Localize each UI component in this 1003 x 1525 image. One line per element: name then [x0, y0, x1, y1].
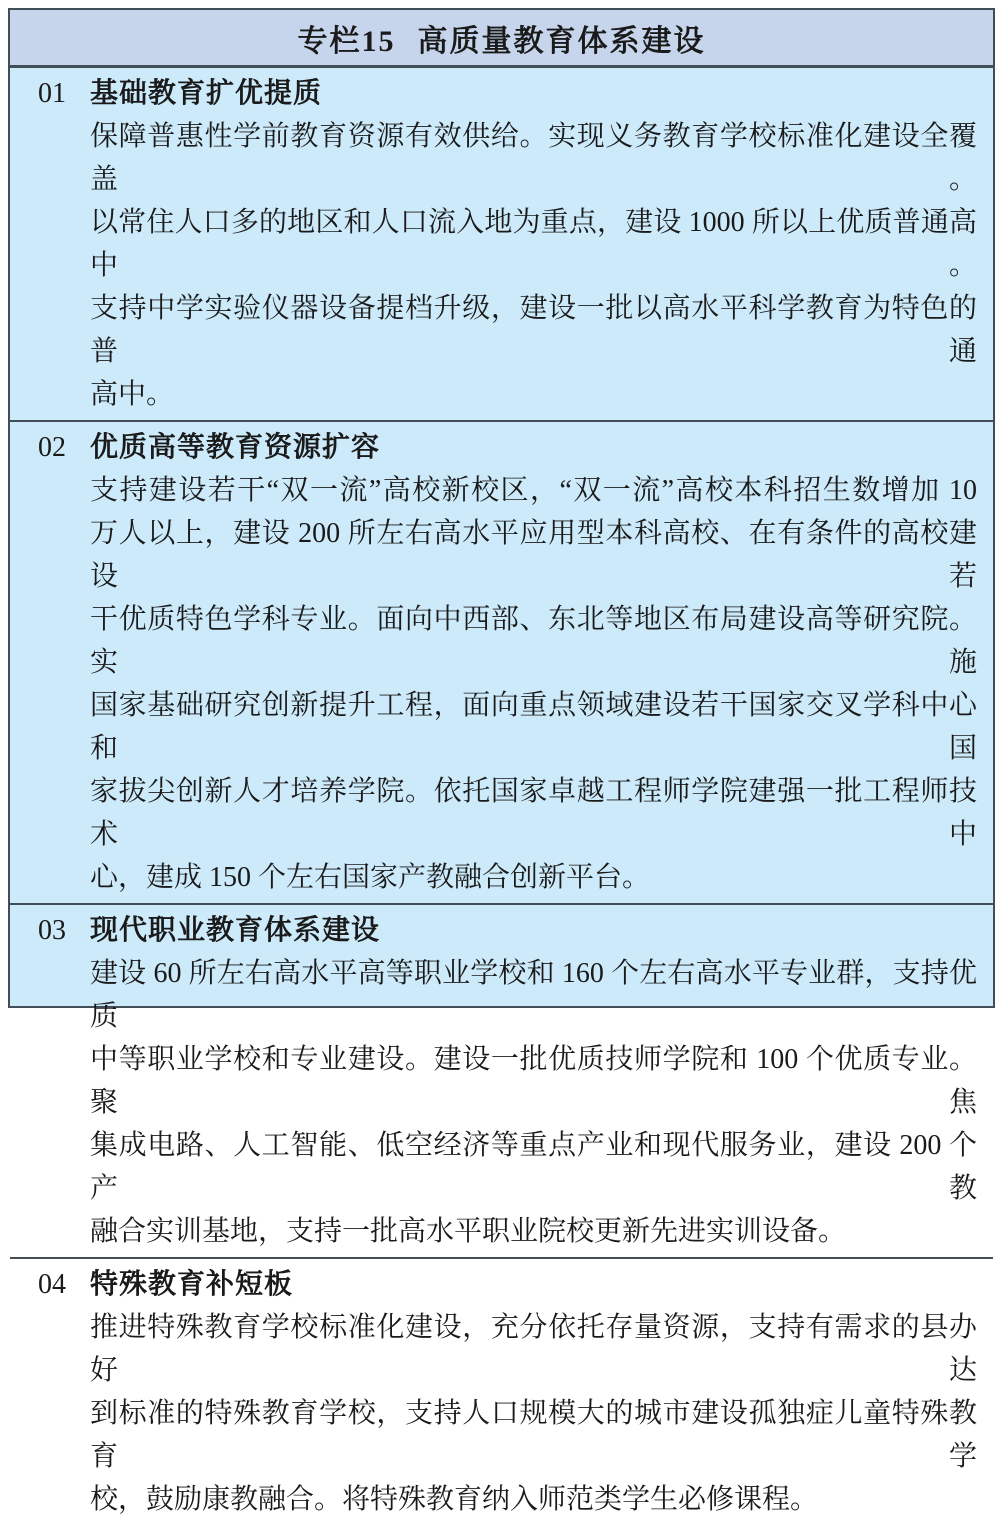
paragraph-line: 心，建成 150 个左右国家产教融合创新平台。: [90, 862, 651, 893]
section-01: [10, 68, 993, 422]
paragraph-line: 校，鼓励康教融合。将特殊教育纳入师范类学生必修课程。: [90, 1484, 819, 1515]
paragraph-line: 以常住人口多的地区和人口流入地为重点，建设 1000 所以上优质普通高中。: [90, 207, 977, 281]
section-01-paragraph: [90, 115, 977, 416]
box-header: [10, 10, 993, 68]
section-03-paragraph: [90, 952, 977, 1253]
paragraph-line: 建设 60 所左右高水平高等职业学校和 160 个左右高水平专业群，支持优质: [90, 958, 977, 1032]
paragraph-line: 集成电路、人工智能、低空经济等重点产业和现代服务业，建设 200 个产教: [90, 1130, 977, 1204]
paragraph-line: 保障普惠性学前教育资源有效供给。实现义务教育学校标准化建设全覆盖。: [90, 121, 977, 195]
box-title: 高质量教育体系建设: [417, 24, 706, 58]
section-02-heading-row: [10, 426, 977, 469]
paragraph-line: 支持建设若干“双一流”高校新校区，“双一流”高校本科招生数增加 10: [90, 475, 977, 506]
section-04-heading: 特殊教育补短板: [90, 1269, 294, 1300]
section-03-heading-row: [10, 909, 977, 952]
section-03: [10, 905, 993, 1259]
paragraph-line: 推进特殊教育学校标准化建设，充分依托存量资源，支持有需求的县办好达: [90, 1312, 977, 1386]
section-03-number: 03: [38, 915, 66, 946]
paragraph-line: 融合实训基地，支持一批高水平职业院校更新先进实训设备。: [90, 1216, 847, 1247]
paragraph-line: 到标准的特殊教育学校，支持人口规模大的城市建设孤独症儿童特殊教育学: [90, 1398, 977, 1472]
section-02-number: 02: [38, 432, 66, 463]
section-03-heading: 现代职业教育体系建设: [90, 915, 381, 946]
paragraph-line: 国家基础研究创新提升工程，面向重点领域建设若干国家交叉学科中心和国: [90, 690, 977, 764]
paragraph-line: 中等职业学校和专业建设。建设一批优质技师学院和 100 个优质专业。聚焦: [90, 1044, 977, 1118]
paragraph-line: 家拔尖创新人才培养学院。依托国家卓越工程师学院建强一批工程师技术中: [90, 776, 977, 850]
section-01-heading-row: [10, 72, 977, 115]
column-box-panel: [8, 8, 995, 1515]
section-04-heading-row: [10, 1263, 977, 1306]
section-02-paragraph: [90, 469, 977, 899]
section-01-heading: 基础教育扩优提质: [90, 78, 323, 109]
section-04-number: 04: [38, 1269, 66, 1300]
paragraph-line: 支持中学实验仪器设备提档升级，建设一批以高水平科学教育为特色的普通: [90, 293, 977, 367]
paragraph-line: 万人以上，建设 200 所左右高水平应用型本科高校、在有条件的高校建设若: [90, 518, 977, 592]
paragraph-line: 干优质特色学科专业。面向中西部、东北等地区布局建设高等研究院。实施: [90, 604, 977, 678]
box-title-prefix: 专栏15: [297, 24, 396, 58]
section-01-number: 01: [38, 78, 66, 109]
section-04-paragraph: [90, 1306, 977, 1521]
paragraph-line: 高中。: [90, 379, 175, 410]
section-02: [10, 422, 993, 905]
section-04: [10, 1259, 993, 1525]
section-02-heading: 优质高等教育资源扩容: [90, 432, 381, 463]
